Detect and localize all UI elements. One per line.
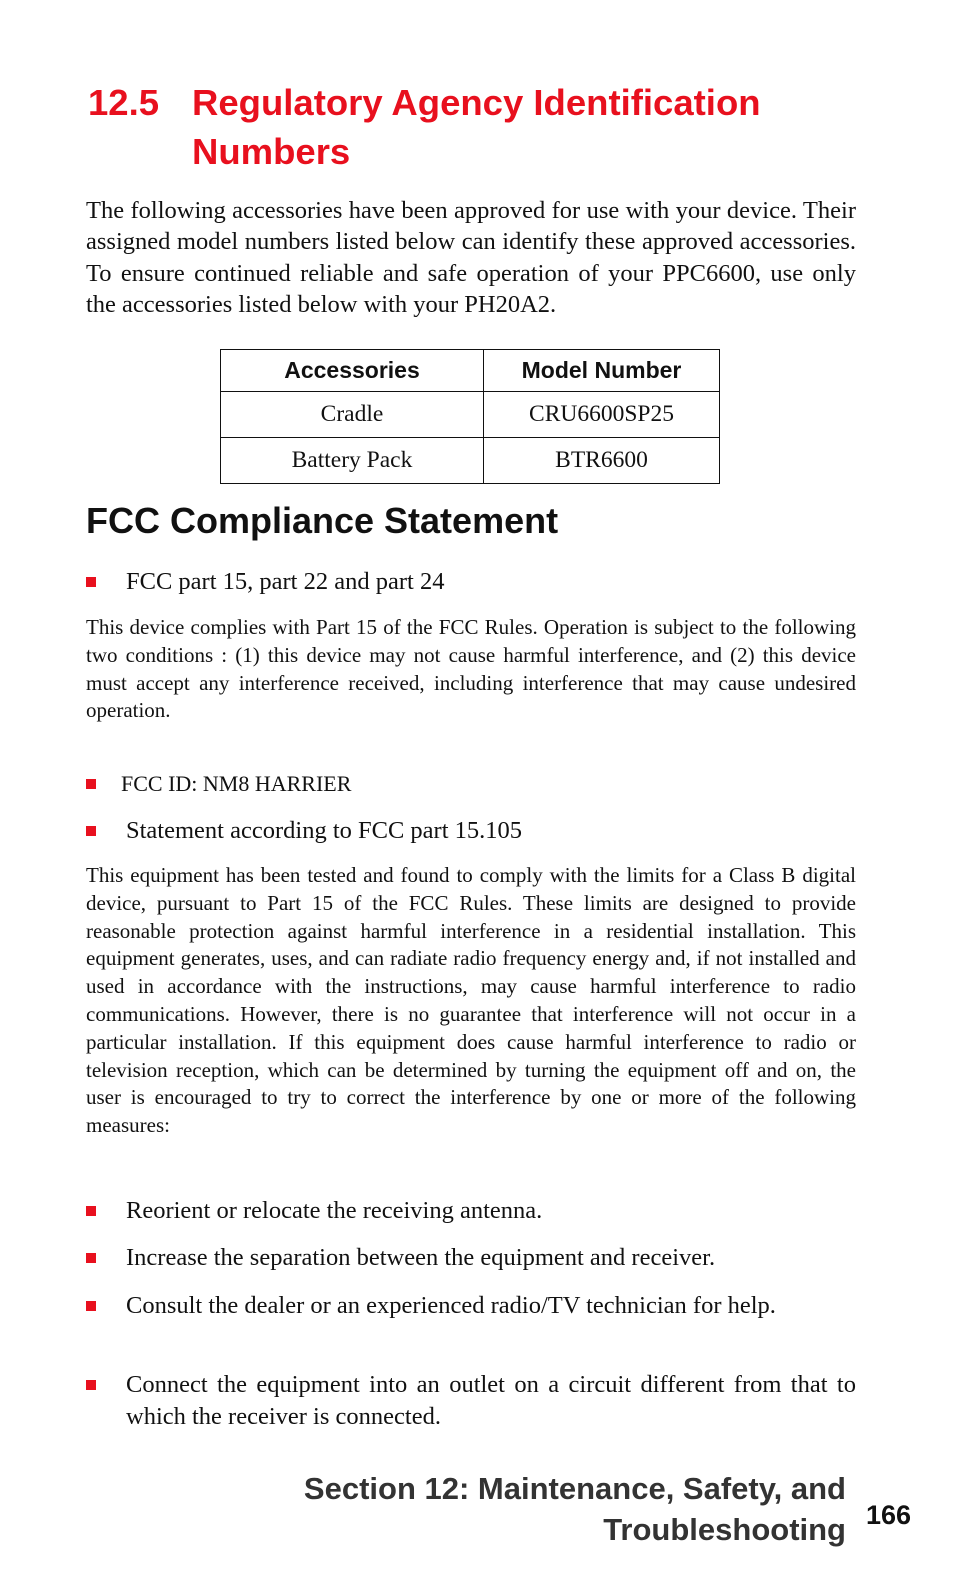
bullet-item bbox=[86, 566, 856, 598]
bullet-square-icon bbox=[86, 826, 96, 836]
page-number: 166 bbox=[866, 1500, 912, 1530]
table-cell-model: BTR6600 bbox=[484, 438, 720, 484]
footer-line2: Troubleshooting bbox=[603, 1512, 846, 1547]
section-title-line1: Regulatory Agency Identification bbox=[192, 82, 761, 123]
table-row bbox=[221, 392, 720, 438]
bullet-square-icon bbox=[86, 1253, 96, 1263]
measure-text: Reorient or relocate the receiving antenna. bbox=[126, 1197, 543, 1224]
compliance-paragraph: This device complies with Part 15 of the FCC Rules. Operation is subject to the following two conditions : (1) this device may not cause harmful interference, and (2) this device must accept any interference received, including interference that may cause undesired operation. bbox=[86, 615, 856, 723]
section-title-line2: Numbers bbox=[192, 131, 351, 172]
bullet-square-icon bbox=[86, 1380, 96, 1390]
section-footer bbox=[180, 1468, 846, 1550]
measure-item bbox=[86, 1369, 856, 1432]
table-cell-accessory: Battery Pack bbox=[221, 438, 484, 484]
intro-paragraph: The following accessories have been approved for use with your device. Their assigned model numbers listed below can identify these approved accessories. To ensure continued reliable and safe operation of your PPC6600, use only the accessories listed below with your PH20A2. bbox=[86, 197, 856, 318]
measure-item bbox=[86, 1290, 856, 1322]
class-b-paragraph: This equipment has been tested and found to comply with the limits for a Class B digital device, pursuant to Part 15 of the FCC Rules. These limits are designed to provide reasonable protection against harmful interference in a residential installation. This equipment generates, uses, and can radiate radio frequency energy and, if not installed and used in accordance with the instructions, may cause harmful interference to radio communications. However, there is no guarantee that interference will not occur in a particular installation. If this equipment does cause harmful interference to radio or television reception, which can be determined by turning the equipment off and on, the user is encouraged to try to correct the interference by one or more of the following measures: bbox=[86, 863, 856, 1138]
measure-text: Connect the equipment into an outlet on a circuit different from that to which the receiver is connected. bbox=[126, 1371, 856, 1430]
measure-text: Consult the dealer or an experienced radio/TV technician for help. bbox=[126, 1292, 776, 1319]
footer-line1: Section 12: Maintenance, Safety, and bbox=[303, 1471, 846, 1506]
table-row bbox=[221, 438, 720, 484]
fcc-id-text: FCC ID: NM8 HARRIER bbox=[121, 771, 352, 796]
table-header-accessories: Accessories bbox=[221, 350, 484, 392]
table-cell-model: CRU6600SP25 bbox=[484, 392, 720, 438]
section-number: 12.5 bbox=[88, 82, 160, 123]
measure-text: Increase the separation between the equipment and receiver. bbox=[126, 1244, 716, 1271]
measure-item bbox=[86, 1242, 856, 1274]
bullet-square-icon bbox=[86, 779, 96, 789]
table-header-model-number: Model Number bbox=[484, 350, 720, 392]
bullet-text: Statement according to FCC part 15.105 bbox=[126, 817, 523, 844]
table-cell-accessory: Cradle bbox=[221, 392, 484, 438]
accessories-table bbox=[220, 349, 720, 484]
fcc-heading: FCC Compliance Statement bbox=[86, 500, 559, 541]
section-heading bbox=[88, 78, 888, 176]
bullet-square-icon bbox=[86, 1301, 96, 1311]
bullet-text: FCC part 15, part 22 and part 24 bbox=[126, 568, 445, 595]
bullet-item bbox=[86, 815, 856, 847]
measure-item bbox=[86, 1195, 856, 1227]
bullet-square-icon bbox=[86, 1206, 96, 1216]
bullet-item bbox=[86, 768, 856, 800]
table-header-row bbox=[221, 350, 720, 392]
bullet-square-icon bbox=[86, 577, 96, 587]
